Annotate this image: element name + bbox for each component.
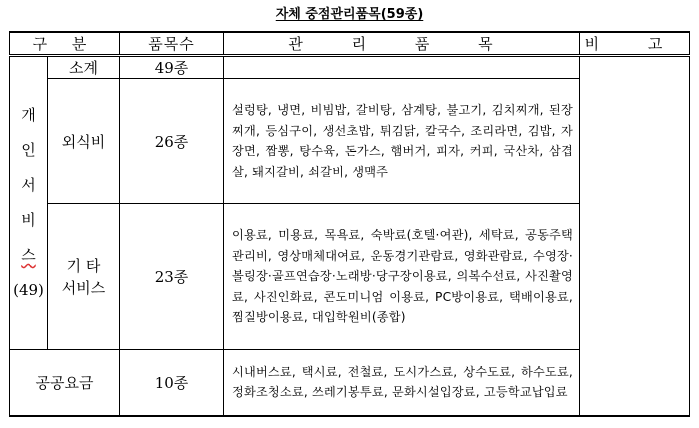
- dining-count: 26종: [120, 79, 224, 204]
- managed-items-table: [9, 31, 690, 417]
- header-items: 관 리 품 목: [224, 32, 580, 56]
- personal-services-label: 개 인 서 비 스 (49): [10, 56, 48, 350]
- header-row: [10, 32, 690, 56]
- other-services-items: 이용료, 미용료, 목욕료, 숙박료(호텔·여관), 세탁료, 공동주택관리비, 영상매체대여료, 운동경기관람료, 영화관람료, 수영장·볼링장·골프연습장·노래방·당구장이용료, 의복수선료, 사진촬영료, 사진인화료, 콘도미니엄 이용료, PC방이용료, 택배이용료, 찜질방이용료, 대입학원비(종합): [224, 204, 580, 350]
- header-category: 구 분: [10, 32, 120, 56]
- other-services-label: 기 타 서비스: [48, 204, 120, 350]
- dining-label: 외식비: [48, 79, 120, 204]
- public-fees-items: 시내버스료, 택시료, 전철료, 도시가스료, 상수도료, 하수도료, 정화조청소료, 쓰레기봉투료, 문화시설입장료, 고등학교납입료: [224, 350, 580, 416]
- other-services-count: 23종: [120, 204, 224, 350]
- subtotal-row: [10, 56, 690, 79]
- document-title: 자체 중점관리품목(59종): [275, 7, 424, 22]
- subtotal-count: 49종: [120, 56, 224, 79]
- subtotal-items: [224, 56, 580, 79]
- public-fees-count: 10종: [120, 350, 224, 416]
- dining-items: 설렁탕, 냉면, 비빔밥, 갈비탕, 삼계탕, 불고기, 김치찌개, 된장찌개, 등심구이, 생선초밥, 튀김닭, 칼국수, 조리라면, 김밥, 자장면, 짬뽕, 탕수육, 돈가스, 햄버거, 피자, 커피, 국산차, 삼겹살, 돼지갈비, 쇠갈비, 생맥주: [224, 79, 580, 204]
- subtotal-label: 소계: [48, 56, 120, 79]
- note-cell: [580, 56, 690, 416]
- header-count: 품목수: [120, 32, 224, 56]
- header-note: 비 고: [580, 32, 690, 56]
- public-fees-label: 공공요금: [10, 350, 120, 416]
